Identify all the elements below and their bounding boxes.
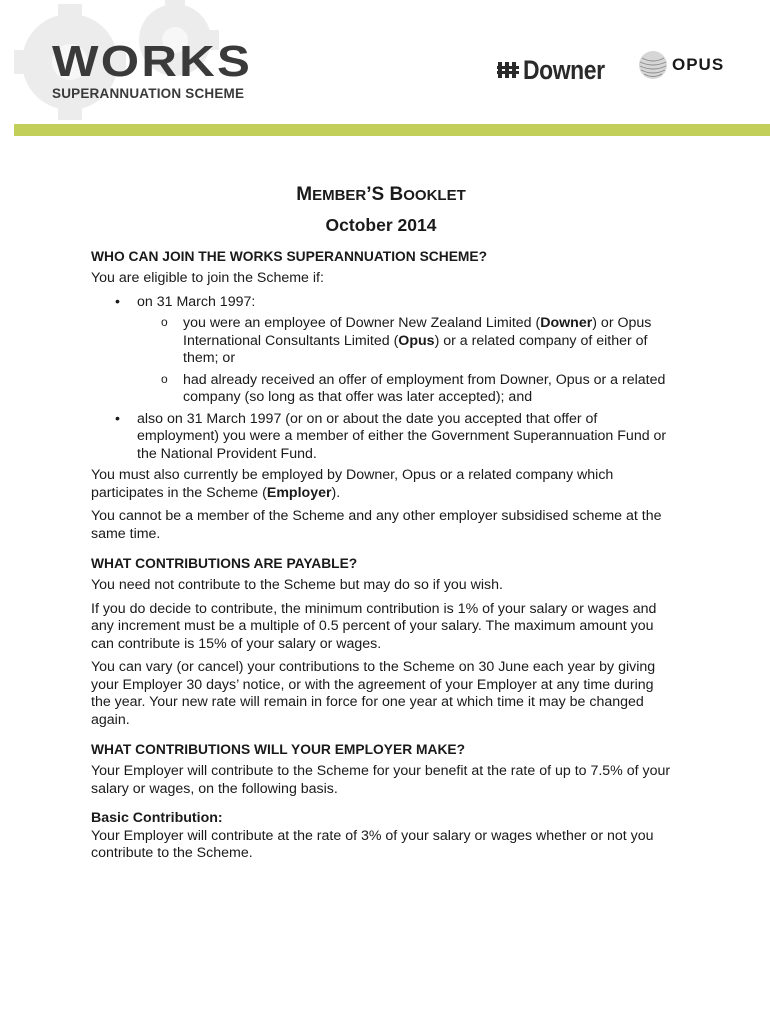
list-item: • on 31 March 1997: o you were an employee of Downer New Zealand Limited (Downer) or Opus International Consultants Limited (Opus) or a related company of either of them; or o had already received an offer of employment from Downer, Opus or a related company (so long as that offer was later accepted); and — [91, 294, 671, 407]
basic-contribution-text: Your Employer will contribute at the rate of 3% of your salary or wages whether or not you contribute to the Scheme. — [91, 827, 654, 861]
downer-logo — [497, 55, 619, 85]
eligibility-intro: You are eligible to join the Scheme if: — [91, 270, 324, 286]
basic-contribution-heading: Basic Contribution: — [91, 810, 223, 826]
employer-contribution-rate: Your Employer will contribute to the Scheme for your benefit at the rate of up to 7.5% of your salary or wages, on the following basis. — [91, 763, 671, 797]
document-title: MEMBER’S BOOKLET — [296, 184, 466, 205]
other-scheme-restriction: You cannot be a member of the Scheme and any other employer subsidised scheme at the same time. — [91, 508, 662, 542]
section-heading-employer-contributions: WHAT CONTRIBUTIONS WILL YOUR EMPLOYER MAKE? — [91, 742, 466, 757]
opus-logo — [638, 50, 724, 80]
contribution-variation: You can vary (or cancel) your contributions to the Scheme on 30 June each year by giving your Employer 30 days’ notice, or with the agreement of your Employer at any time during the year. Your new rate will remain in force for one year at which time it may be changed again. — [91, 659, 656, 728]
eligibility-sublist — [137, 315, 671, 407]
header-band — [14, 124, 770, 136]
eligibility-list — [91, 294, 671, 464]
section-heading-contributions: WHAT CONTRIBUTIONS ARE PAYABLE? — [91, 556, 358, 571]
booklet-content — [91, 183, 671, 869]
works-logo-word: WORKS — [52, 37, 253, 86]
works-logo — [52, 37, 253, 101]
downer-logo-text: Downer — [523, 54, 605, 85]
list-item: o had already received an offer of employment from Downer, Opus or a related company (so long as that offer was later accepted); and — [137, 372, 671, 407]
employment-requirement: You must also currently be employed by Downer, Opus or a related company which participates in the Scheme (Employer). — [91, 467, 614, 501]
document-date: October 2014 — [325, 215, 437, 235]
works-logo-subtitle: SUPERANNUATION SCHEME — [52, 86, 245, 101]
contribution-rates: If you do decide to contribute, the minimum contribution is 1% of your salary or wages and any increment must be a multiple of 0.5 percent of your salary. The maximum amount you can contribute is 15% of your salary or wages. — [91, 600, 657, 652]
downer-mark-icon — [497, 59, 523, 81]
section-heading-who-can-join: WHO CAN JOIN THE WORKS SUPERANNUATION SCHEME? — [91, 249, 488, 264]
opus-logo-text: OPUS — [672, 55, 725, 74]
contribution-optional: You need not contribute to the Scheme but may do so if you wish. — [91, 577, 503, 593]
opus-globe-icon — [638, 50, 668, 80]
list-item: • also on 31 March 1997 (or on or about the date you accepted that offer of employment) you were a member of either the Government Superannuation Fund or the National Provident Fund. — [91, 411, 671, 464]
list-item: o you were an employee of Downer New Zealand Limited (Downer) or Opus International Consultants Limited (Opus) or a related company of either of them; or — [137, 315, 671, 368]
